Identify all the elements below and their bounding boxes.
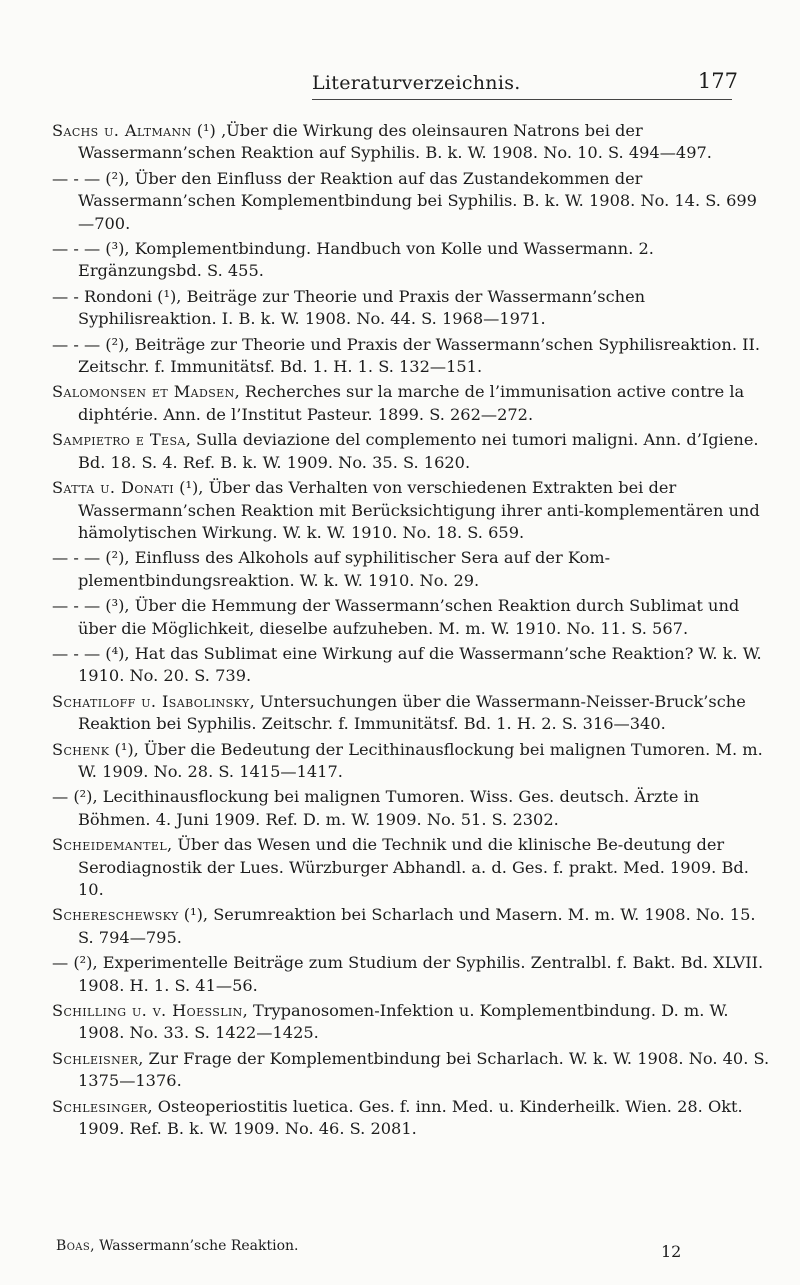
- bibliography-entry: [52, 286, 770, 331]
- bibliography-entry: [52, 1096, 770, 1141]
- page-footer: [56, 1238, 756, 1268]
- entry-author: Schatiloff u. Isabolinsky: [52, 691, 250, 711]
- entry-text: — - — (²), Über den Einfluss der Reaktion auf das Zustandekommen der Wassermann’schen Komplementbindung bei Syphilis. B. k. W. 1908. No. 14. S. 699—700.: [52, 168, 757, 233]
- bibliography-entry: [52, 691, 770, 736]
- entry-text: , Über das Wesen und die Technik und die klinische Be-deutung der Serodiagnostik der Lues. Würzburger Abhandl. a. d. Ges. f. prakt. Med. 1909. Bd. 10.: [78, 835, 749, 899]
- entry-text: — - — (³), Über die Hemmung der Wassermann’schen Reaktion durch Sublimat und über die Möglichkeit, dieselbe aufzuheben. M. m. W. 1910. No. 11. S. 567.: [52, 596, 740, 638]
- bibliography-entry: [52, 429, 770, 474]
- running-header: [30, 69, 770, 102]
- bibliography-entry: [52, 238, 770, 283]
- page-number: 177: [697, 69, 738, 93]
- entry-text: (¹) ‚Über die Wirkung des oleinsauren Natrons bei der Wassermann’schen Reaktion auf Syphilis. B. k. W. 1908. No. 10. S. 494—497.: [78, 121, 712, 163]
- footer-note: [56, 1238, 298, 1254]
- entry-text: (¹), Über das Verhalten von verschiedenen Extrakten bei der Wassermann’schen Reaktion mit Berücksichtigung ihrer anti-komplementären und hämolytischen Wirkung. W. k. W. 1910. No. 18. S. 659.: [78, 478, 760, 542]
- bibliography-entry: [52, 904, 770, 949]
- entry-author: Schleisner: [52, 1048, 139, 1068]
- bibliography-entry: [52, 952, 770, 997]
- entry-text: , Zur Frage der Komplementbindung bei Scharlach. W. k. W. 1908. No. 40. S. 1375—1376.: [78, 1048, 770, 1091]
- bibliography-entry: [52, 547, 770, 592]
- entry-text: , Sulla deviazione del complemento nei tumori maligni. Ann. d’Igiene. Bd. 18. S. 4. Ref. B. k. W. 1909. No. 35. S. 1620.: [78, 430, 759, 472]
- bibliography-list: [52, 120, 770, 1143]
- bibliography-entry: [52, 786, 770, 831]
- entry-text: , Osteoperiostitis luetica. Ges. f. inn. Med. u. Kinderheilk. Wien. 28. Okt. 1909. Ref. B. k. W. 1909. No. 46. S. 2081.: [78, 1096, 743, 1139]
- bibliography-entry: [52, 1000, 770, 1045]
- entry-author: Salomonsen et Madsen: [52, 382, 235, 402]
- entry-author: Satta u. Donati: [52, 478, 175, 498]
- bibliography-entry: [52, 477, 770, 544]
- entry-author: Schenk: [52, 739, 110, 759]
- header-rule: [312, 99, 732, 100]
- header-title: Literaturverzeichnis.: [312, 72, 521, 94]
- bibliography-entry: [52, 834, 770, 901]
- entry-author: Sachs u. Altmann: [52, 121, 192, 140]
- entry-text: , Untersuchungen über die Wassermann-Neisser-Bruck’sche Reaktion bei Syphilis. Zeitschr. f. Immunitätsf. Bd. 1. H. 2. S. 316—340.: [78, 691, 746, 734]
- entry-author: Schlesinger: [52, 1096, 148, 1116]
- entry-text: — (²), Lecithinausflockung bei malignen Tumoren. Wiss. Ges. deutsch. Ärzte in Böhmen. 4. Juni 1909. Ref. D. m. W. 1909. No. 51. S. 2302.: [52, 787, 700, 829]
- bibliography-entry: [52, 120, 770, 165]
- bibliography-entry: [52, 168, 770, 235]
- entry-text: — - — (³), Komplementbindung. Handbuch von Kolle und Wassermann. 2. Ergänzungsbd. S. 455.: [52, 239, 654, 281]
- entry-author: Schilling u. v. Hoesslin: [52, 1001, 243, 1021]
- bibliography-entry: [52, 739, 770, 784]
- bibliography-entry: [52, 334, 770, 379]
- bibliography-entry: [52, 381, 770, 426]
- footer-note-text: , Wassermann’sche Reaktion.: [90, 1238, 299, 1254]
- entry-text: — - Rondoni (¹), Beiträge zur Theorie und Praxis der Wassermann’schen Syphilisreaktion. I. B. k. W. 1908. No. 44. S. 1968—1971.: [52, 286, 646, 329]
- entry-author: Scheidemantel: [52, 835, 168, 855]
- entry-text: , Recherches sur la marche de l’immunisation active contre la diphtérie. Ann. de l’Institut Pasteur. 1899. S. 262—272.: [78, 382, 745, 424]
- entry-text: (¹), Serumreaktion bei Scharlach und Masern. M. m. W. 1908. No. 15. S. 794—795.: [78, 905, 756, 947]
- entry-text: (¹), Über die Bedeutung der Lecithinausflockung bei malignen Tumoren. M. m. W. 1909. No. 28. S. 1415—1417.: [78, 739, 763, 781]
- entry-text: — - — (²), Einfluss des Alkohols auf syphilitischer Sera auf der Kom-plementbindungsreaktion. W. k. W. 1910. No. 29.: [52, 548, 611, 590]
- entry-author: Schereschewsky: [52, 905, 179, 925]
- footer-author: Boas: [56, 1238, 91, 1254]
- entry-text: — - — (²), Beiträge zur Theorie und Praxis der Wassermann’schen Syphilisreaktion. II. Zeitschr. f. Immunitätsf. Bd. 1. H. 1. S. 132—151.: [52, 334, 761, 377]
- bibliography-entry: [52, 643, 770, 688]
- bibliography-entry: [52, 1048, 770, 1093]
- entry-text: — (²), Experimentelle Beiträge zum Studium der Syphilis. Zentralbl. f. Bakt. Bd. XLVII. 1908. H. 1. S. 41—56.: [52, 953, 764, 995]
- entry-text: — - — (⁴), Hat das Sublimat eine Wirkung auf die Wassermann’sche Reaktion? W. k. W. 1910. No. 20. S. 739.: [52, 643, 762, 686]
- entry-author: Sampietro e Tesa: [52, 430, 186, 450]
- bibliography-entry: [52, 595, 770, 640]
- signature-mark: 12: [661, 1242, 682, 1261]
- entry-text: , Trypanosomen-Infektion u. Komplementbindung. D. m. W. 1908. No. 33. S. 1422—1425.: [78, 1001, 729, 1043]
